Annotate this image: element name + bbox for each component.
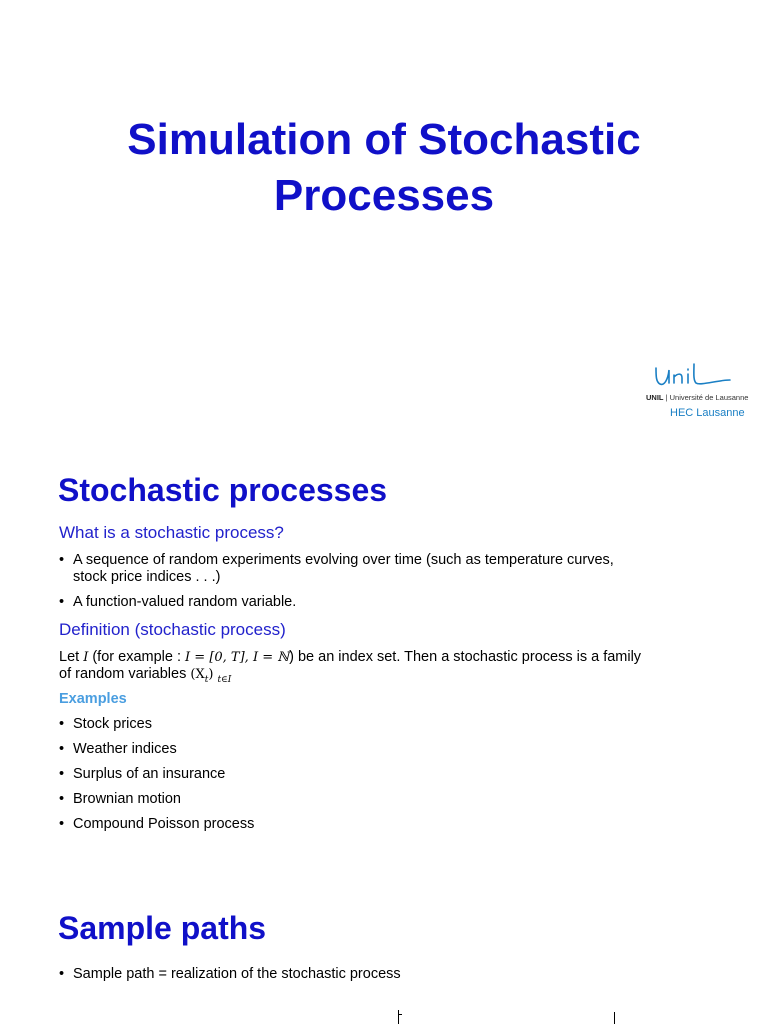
list-item (59, 552, 739, 586)
process-index: t∈I (217, 675, 232, 685)
definition-bullets (59, 552, 739, 611)
list-item (59, 766, 739, 783)
list-item (59, 594, 739, 611)
bullet-glyph: • (59, 552, 65, 568)
process-subscript: t (204, 675, 209, 685)
list-item (59, 716, 739, 733)
unil-logo (644, 362, 760, 424)
logo-separator: | (663, 393, 670, 402)
example-text: Compound Poisson process (73, 816, 255, 832)
list-item (59, 816, 739, 833)
bullet-glyph: • (59, 766, 65, 782)
bullet-text: A function-valued random variable. (73, 594, 297, 610)
example-text: Brownian motion (73, 791, 181, 807)
slide-title: Stochastic processes (58, 472, 388, 508)
plot-axis-fragment (614, 1012, 615, 1024)
bullet-text-line1: A sequence of random experiments evolving over time (such as temperature curves, (73, 552, 614, 568)
plot-axis-fragment (398, 1010, 399, 1024)
list-item (59, 791, 739, 808)
definition-text (59, 649, 749, 689)
logo-university: Université de Lausanne (669, 393, 749, 402)
example-text: Stock prices (73, 716, 152, 732)
bullet-glyph: • (59, 594, 65, 610)
definition-middle-2: ) be an index set. Then a stochastic process is a family (289, 649, 642, 665)
definition-middle-1: (for example : (88, 649, 186, 665)
sample-path-bullets (59, 966, 739, 983)
bullet-text-line2: stock price indices . . .) (73, 569, 221, 585)
logo-school: HEC Lausanne (670, 407, 745, 419)
definition-line2-prefix: of random variables (59, 666, 191, 682)
bullet-text: Sample path = realization of the stochastic process (73, 966, 401, 982)
presentation-title (0, 112, 768, 224)
process-close: ) (208, 667, 214, 682)
unil-script-logo-icon (648, 362, 732, 392)
index-set-symbol: I (83, 650, 89, 665)
bullet-glyph: • (59, 966, 65, 982)
bullet-glyph: • (59, 791, 65, 807)
title-line-2: Processes (273, 171, 495, 220)
example-text: Weather indices (73, 741, 177, 757)
example-text: Surplus of an insurance (73, 766, 226, 782)
title-line-1: Simulation of Stochastic (127, 115, 641, 164)
list-item (59, 741, 739, 758)
bullet-glyph: • (59, 741, 65, 757)
slide-title: Sample paths (58, 910, 267, 946)
list-item (59, 966, 739, 983)
definition-prefix: Let (59, 649, 84, 665)
process-open: (X (190, 667, 205, 682)
examples-label: Examples (59, 691, 127, 707)
sample-paths-slide (0, 880, 768, 1024)
index-set-examples: I = [0, T], I = ℕ (185, 650, 290, 665)
question-heading: What is a stochastic process? (59, 523, 284, 542)
bullet-glyph: • (59, 716, 65, 732)
logo-brand: UNIL (646, 393, 664, 402)
plot-tick-fragment (398, 1014, 402, 1015)
stochastic-processes-slide (0, 432, 768, 862)
bullet-glyph: • (59, 816, 65, 832)
title-slide (0, 0, 768, 432)
examples-list (59, 716, 739, 833)
logo-university-line (646, 393, 748, 402)
definition-heading: Definition (stochastic process) (59, 620, 286, 639)
